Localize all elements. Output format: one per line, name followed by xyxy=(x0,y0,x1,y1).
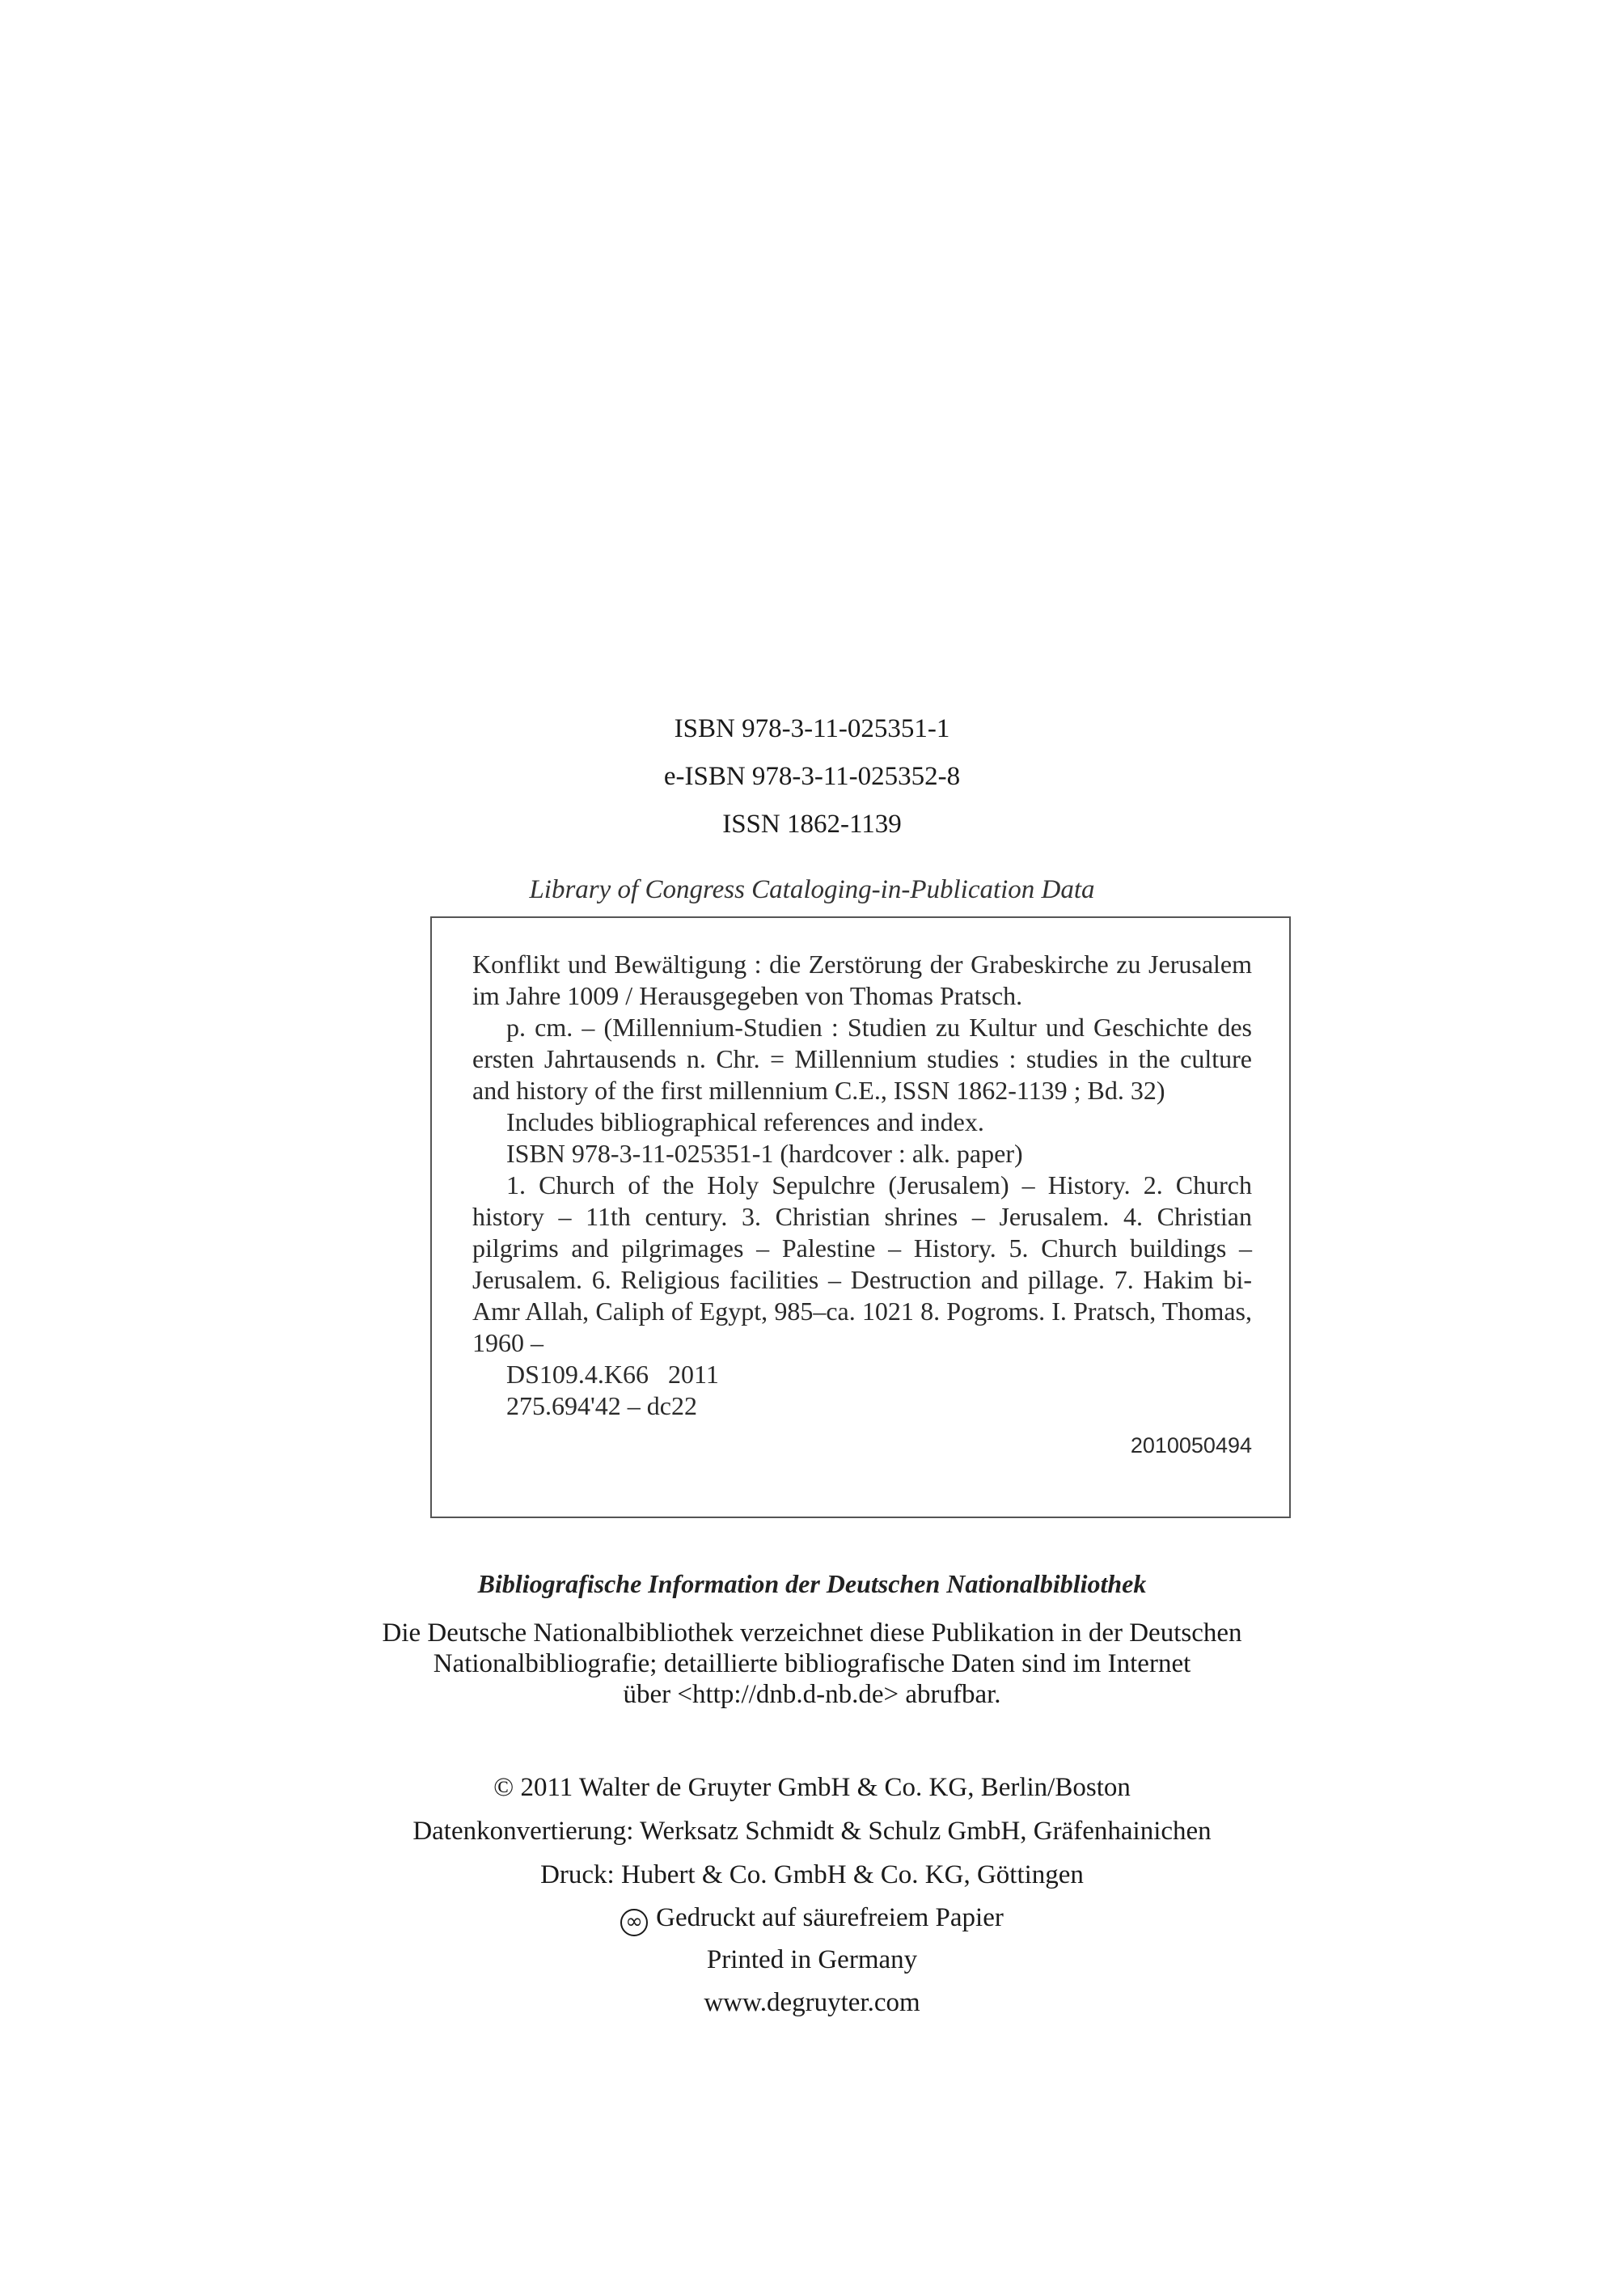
issn: ISSN 1862-1139 xyxy=(722,810,902,839)
cip-isbn-note: ISBN 978-3-11-025351-1 (hardcover : alk. paper) xyxy=(506,1139,1023,1168)
dnb-line-2: Nationalbibliografie; detaillierte bibliografische Daten sind im Internet xyxy=(433,1649,1191,1678)
imprint-copyright: © 2011 Walter de Gruyter GmbH & Co. KG, Berlin/Boston xyxy=(493,1773,1131,1802)
cip-call-number: DS109.4.K66 2011 xyxy=(506,1360,719,1389)
imprint-paper: Gedruckt auf säurefreiem Papier xyxy=(656,1903,1004,1932)
cip-notes: Includes bibliographical references and index. xyxy=(506,1107,984,1136)
cip-content xyxy=(472,949,1252,1462)
cip-title-entry: Konflikt und Bewältigung : die Zerstörung der Grabeskirche zu Jerusalem im Jahre 1009 / Herausgegeben von Thomas Pratsch. xyxy=(472,950,1252,1010)
imprint-website: www.degruyter.com xyxy=(704,1988,920,2017)
cip-lccn: 2010050494 xyxy=(1130,1433,1252,1457)
cip-subjects: 1. Church of the Holy Sepulchre (Jerusalem) – History. 2. Church history – 11th century. 3. Christian shrines – Jerusalem. 4. Christian pilgrims and pilgrimages – Palestine – History. 5. Church buildings – Jerusalem. 6. Religious facilities – Destruction and pillage. 7. Hakim bi-Amr Allah, Caliph of Egypt, 985–ca. 1021 8. Pogroms. I. Pratsch, Thomas, 1960 – xyxy=(472,1170,1252,1357)
lc-heading: Library of Congress Cataloging-in-Publication Data xyxy=(529,875,1095,904)
imprint-country: Printed in Germany xyxy=(706,1945,918,1974)
cip-dewey: 275.694'42 – dc22 xyxy=(506,1391,697,1420)
cip-data-box xyxy=(430,916,1291,1518)
isbn-electronic: e-ISBN 978-3-11-025352-8 xyxy=(663,762,961,791)
dnb-line-3: über <http://dnb.d-nb.de> abrufbar. xyxy=(623,1680,1001,1709)
imprint-printing: Druck: Hubert & Co. GmbH & Co. KG, Göttingen xyxy=(540,1860,1084,1889)
dnb-line-1: Die Deutsche Nationalbibliothek verzeichnet diese Publikation in der Deutschen xyxy=(382,1618,1242,1648)
dnb-heading: Bibliografische Information der Deutschen Nationalbibliothek xyxy=(477,1569,1147,1598)
acid-free-paper-icon: ∞ xyxy=(620,1909,648,1936)
isbn-print: ISBN 978-3-11-025351-1 xyxy=(674,714,950,743)
cip-series-entry: p. cm. – (Millennium-Studien : Studien zu Kultur und Geschichte des ersten Jahrtausends n. Chr. = Millennium studies : studies in the culture and history of the first millennium C.E., ISSN 1862-1139 ; Bd. 32) xyxy=(472,1013,1252,1105)
imprint-conversion: Datenkonvertierung: Werksatz Schmidt & Schulz GmbH, Gräfenhainichen xyxy=(412,1817,1212,1846)
imprint-paper-line xyxy=(0,1903,1624,1936)
dnb-text xyxy=(0,1618,1624,1710)
